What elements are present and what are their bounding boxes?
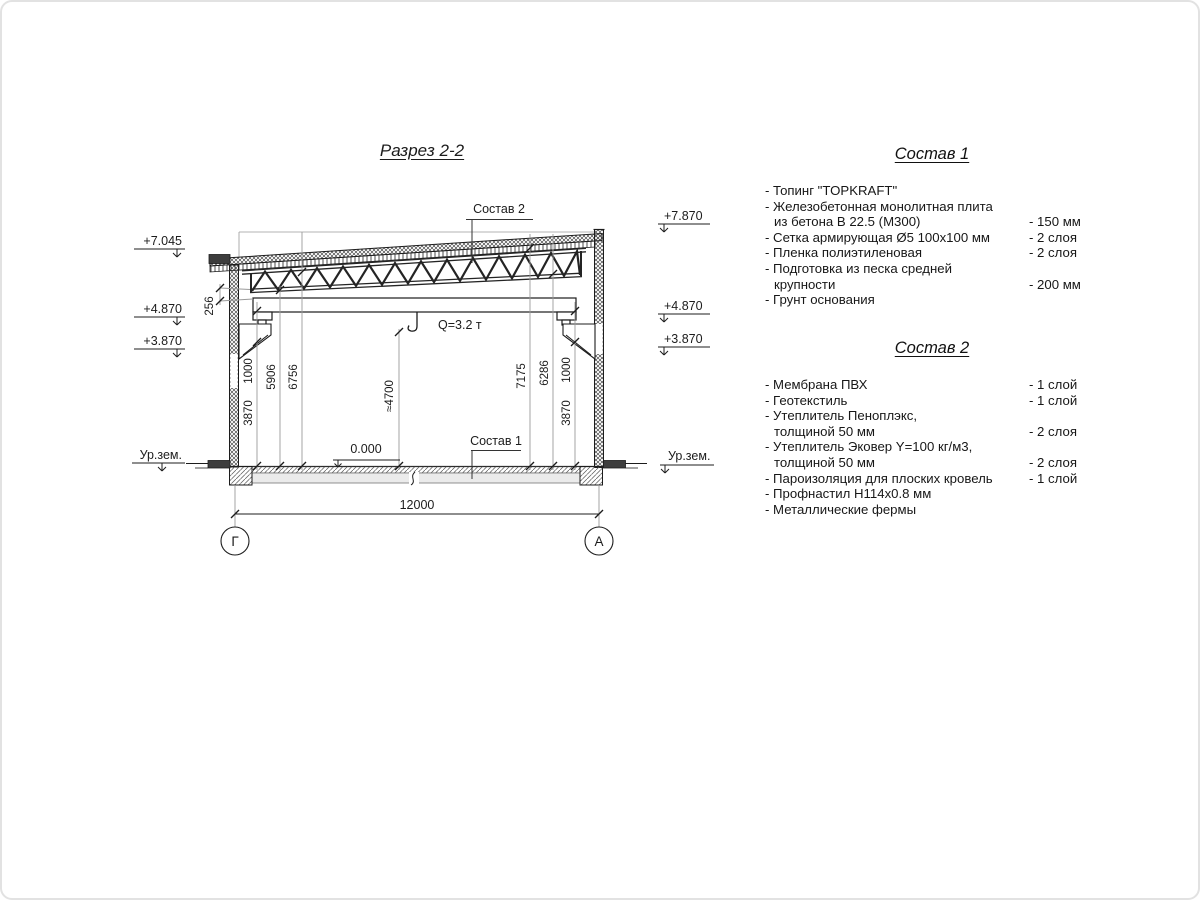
spec-row — [765, 408, 1099, 424]
spec-row — [765, 471, 1099, 487]
spec-item-value — [1029, 183, 1099, 199]
corbel-left — [239, 324, 271, 359]
spec-row — [765, 424, 1099, 440]
spec-item-text: - Профнастил Н114х0.8 мм — [765, 486, 932, 502]
spec-item-text: из бетона В 22.5 (М300) — [774, 214, 921, 230]
spec-row — [765, 214, 1099, 230]
spec-row — [765, 393, 1099, 409]
axis-letter-right: А — [594, 534, 604, 549]
spec-item-value: - 1 слой — [1029, 377, 1078, 392]
dim-6286: 6286 — [539, 360, 551, 386]
crane-beam — [253, 298, 576, 325]
spec-item-text: - Железобетонная монолитная плита — [765, 198, 993, 214]
elevation-mark — [658, 209, 710, 232]
elevation-mark — [658, 332, 710, 355]
spec-item-value: - 2 слоя — [1029, 454, 1077, 470]
spec-item-value — [1029, 408, 1099, 424]
sostav1-title: Состав 1 — [894, 145, 970, 163]
spec-item-value: - 2 слоя — [1029, 229, 1077, 245]
svg-text:0.000: 0.000 — [350, 442, 382, 456]
sostav2-title: Состав 2 — [894, 339, 970, 357]
ground-level-mark-left — [132, 448, 185, 471]
spec-item-value: - 1 слой — [1029, 392, 1078, 408]
elevation-mark — [134, 334, 185, 357]
spec-item-value — [1029, 261, 1099, 277]
dim-1000-left: 1000 — [243, 358, 255, 384]
elevation-marks-left — [132, 234, 185, 471]
spec-row — [765, 502, 1099, 518]
axis-letter-left: Г — [231, 534, 239, 549]
elevation-mark — [134, 302, 185, 325]
spec-item-value: - 2 слоя — [1029, 423, 1077, 439]
spec-row — [765, 245, 1099, 261]
dim-4700: ≈4700 — [384, 380, 396, 412]
dim-7175: 7175 — [516, 363, 528, 389]
svg-text:Ур.зем.: Ур.зем. — [139, 448, 182, 462]
svg-text:+3.870: +3.870 — [143, 334, 182, 348]
spec-item-text: - Сетка армирующая Ø5 100х100 мм — [765, 229, 990, 245]
floor-slab — [230, 467, 602, 486]
spec-row — [765, 439, 1099, 455]
spec-item-text: - Мембрана ПВХ — [765, 377, 868, 392]
spec-item-text: - Подготовка из песка средней — [765, 260, 952, 276]
spec-item-value — [1029, 502, 1099, 518]
svg-text:Состав 2: Состав 2 — [473, 202, 525, 216]
left-wall — [230, 265, 239, 467]
spec-item-value: - 1 слой — [1029, 470, 1078, 486]
spec-item-text: - Металлические фермы — [765, 501, 917, 517]
spec-item-value — [1029, 486, 1099, 502]
span-dimension — [235, 498, 599, 514]
dim-3870-right: 3870 — [561, 400, 573, 426]
spec-item-text: толщиной 50 мм — [774, 454, 875, 470]
svg-text:+4.870: +4.870 — [664, 299, 703, 313]
spec-row — [765, 292, 1099, 308]
corbel-right — [563, 324, 595, 359]
crane-capacity-label: Q=3.2 т — [438, 318, 482, 332]
svg-text:+7.870: +7.870 — [664, 209, 703, 223]
axis-markers — [221, 527, 613, 555]
spec-item-value — [1029, 439, 1099, 455]
spec-item-text: - Грунт основания — [765, 292, 875, 308]
spec-item-text: - Утеплитель Эковер Y=100 кг/м3, — [765, 439, 973, 455]
spec-item-value — [1029, 292, 1099, 308]
ground-level-mark-right — [660, 449, 714, 473]
spec-row — [765, 199, 1099, 215]
sostav2-panel — [765, 338, 1099, 517]
svg-text:Состав 1: Состав 1 — [470, 434, 522, 448]
spec-row — [765, 486, 1099, 502]
roof-edge-detail — [209, 255, 230, 264]
spec-item-value — [1029, 199, 1099, 215]
spec-item-text: - Топинг "TOPKRAFT" — [765, 183, 898, 198]
spec-item-text: крупности — [774, 276, 836, 292]
spec-item-text: - Геотекстиль — [765, 392, 848, 408]
svg-text:+3.870: +3.870 — [664, 332, 703, 346]
spec-row — [765, 261, 1099, 277]
section-title: Разрез 2-2 — [379, 141, 465, 160]
svg-text:+4.870: +4.870 — [143, 302, 182, 316]
spec-row — [765, 183, 1099, 199]
dim-256: 256 — [204, 296, 216, 316]
dim-3870-left: 3870 — [243, 400, 255, 426]
elevation-mark — [658, 299, 710, 322]
spec-row — [765, 455, 1099, 471]
spec-item-text: толщиной 50 мм — [774, 423, 875, 439]
spec-item-value: - 150 мм — [1029, 214, 1081, 230]
sostav1-panel — [765, 144, 1099, 308]
spec-item-text: - Пленка полиэтиленовая — [765, 245, 922, 261]
crane-hook-icon — [408, 312, 417, 331]
dim-1000-right: 1000 — [561, 357, 573, 383]
spec-item-text: - Утеплитель Пеноплэкс, — [765, 408, 918, 424]
spec-row — [765, 377, 1099, 393]
svg-text:Ур.зем.: Ур.зем. — [668, 449, 711, 463]
dim-6756: 6756 — [288, 364, 300, 390]
elevation-marks-right — [658, 209, 714, 473]
dim-5906: 5906 — [266, 364, 278, 390]
spec-item-value: - 200 мм — [1029, 276, 1081, 292]
spec-item-value: - 2 слоя — [1029, 245, 1077, 261]
spec-row — [765, 230, 1099, 246]
spec-row — [765, 277, 1099, 293]
dim-12000: 12000 — [399, 498, 435, 512]
spec-item-text: - Пароизоляция для плоских кровель — [765, 470, 993, 486]
elevation-mark — [134, 234, 185, 257]
svg-text:+7.045: +7.045 — [143, 234, 182, 248]
zero-level-mark — [333, 442, 400, 467]
